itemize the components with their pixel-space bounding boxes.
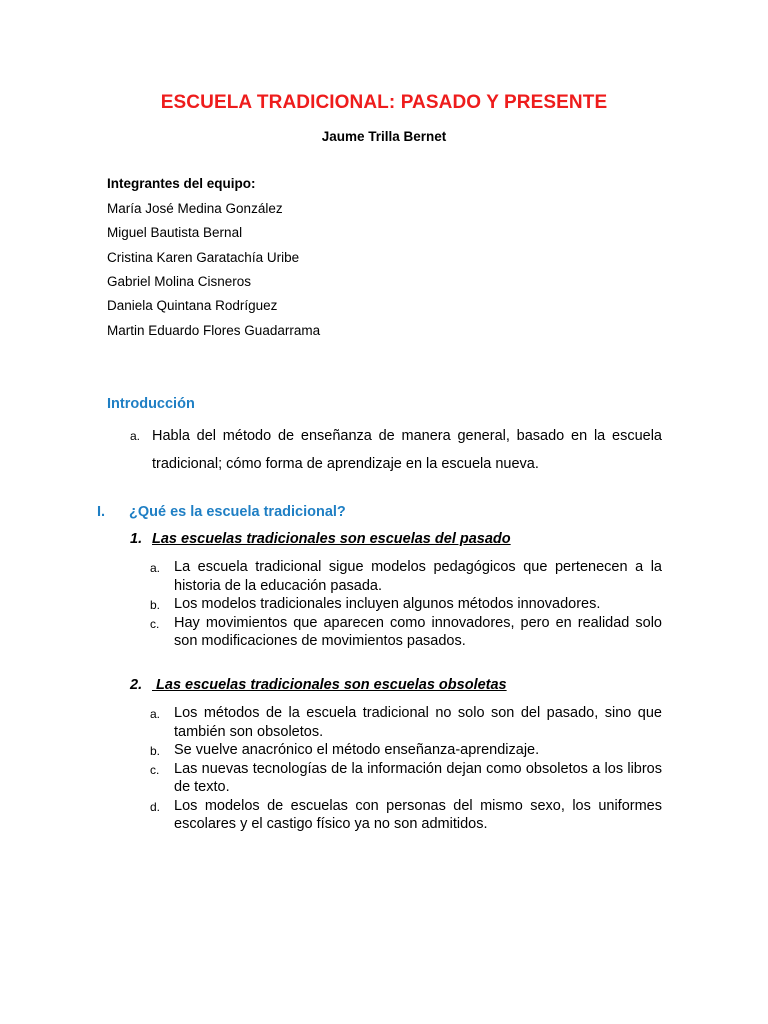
list-item-text: Los modelos de escuelas con personas del mismo sexo, los uniformes escolares y el castigo físico ya no son admitidos. bbox=[174, 797, 662, 832]
list-item-text: Se vuelve anacrónico el método enseñanza-aprendizaje. bbox=[174, 742, 540, 758]
team-member: Gabriel Molina Cisneros bbox=[107, 274, 252, 289]
list-item bbox=[150, 558, 662, 595]
subsection-number: 2. bbox=[130, 677, 143, 693]
document-title: ESCUELA TRADICIONAL: PASADO Y PRESENTE bbox=[160, 92, 608, 113]
list-item-text: Hay movimientos que aparecen como innovadores, pero en realidad solo son modificaciones de movimientos pasados. bbox=[174, 614, 662, 649]
list-item bbox=[150, 760, 662, 797]
list-item bbox=[150, 741, 662, 760]
subsection-number: 1. bbox=[130, 531, 143, 547]
list-item-text: Los modelos tradicionales incluyen algunos métodos innovadores. bbox=[174, 596, 601, 612]
team-member: Daniela Quintana Rodríguez bbox=[107, 298, 278, 313]
team-heading: Integrantes del equipo: bbox=[107, 176, 256, 191]
list-item-text: La escuela tradicional sigue modelos pedagógicos que pertenecen a la historia de la educación pasada. bbox=[174, 559, 662, 594]
section-heading bbox=[97, 504, 346, 520]
subsection-title: Las escuelas tradicionales son escuelas del pasado bbox=[152, 531, 511, 547]
intro-heading: Introducción bbox=[107, 396, 195, 412]
subsection-title: Las escuelas tradicionales son escuelas obsoletas bbox=[152, 677, 507, 693]
section-number: I. bbox=[97, 504, 106, 520]
list-marker: d. bbox=[150, 799, 161, 814]
list-item-text: Los métodos de la escuela tradicional no solo son del pasado, sino que también son obsoletos. bbox=[174, 705, 662, 740]
list-marker: a. bbox=[150, 707, 161, 721]
list-item-text: Habla del método de enseñanza de manera general, basado en la escuela tradicional; cómo forma de aprendizaje en la escuela nueva. bbox=[152, 428, 662, 472]
team-member: Cristina Karen Garatachía Uribe bbox=[107, 250, 300, 265]
document-author: Jaume Trilla Bernet bbox=[321, 129, 447, 144]
subsection-list bbox=[150, 558, 662, 651]
subsection-heading bbox=[130, 531, 511, 547]
list-item bbox=[150, 614, 662, 651]
list-item bbox=[150, 704, 662, 741]
list-item bbox=[150, 595, 662, 614]
section-title: ¿Qué es la escuela tradicional? bbox=[129, 504, 346, 520]
list-marker: a. bbox=[130, 429, 141, 443]
list-item-text: Las nuevas tecnologías de la información dejan como obsoletos a los libros de texto. bbox=[174, 760, 662, 795]
intro-list-item bbox=[130, 422, 662, 478]
team-member: Miguel Bautista Bernal bbox=[107, 225, 243, 240]
list-item bbox=[150, 797, 662, 834]
list-marker: c. bbox=[150, 762, 160, 777]
list-marker: a. bbox=[150, 561, 161, 575]
team-member: María José Medina González bbox=[107, 201, 283, 216]
subsection-heading bbox=[130, 677, 507, 693]
list-marker: b. bbox=[150, 598, 161, 612]
list-marker: c. bbox=[150, 616, 160, 631]
subsection-list bbox=[150, 704, 662, 834]
list-marker: b. bbox=[150, 744, 161, 758]
team-member: Martin Eduardo Flores Guadarrama bbox=[107, 323, 321, 338]
